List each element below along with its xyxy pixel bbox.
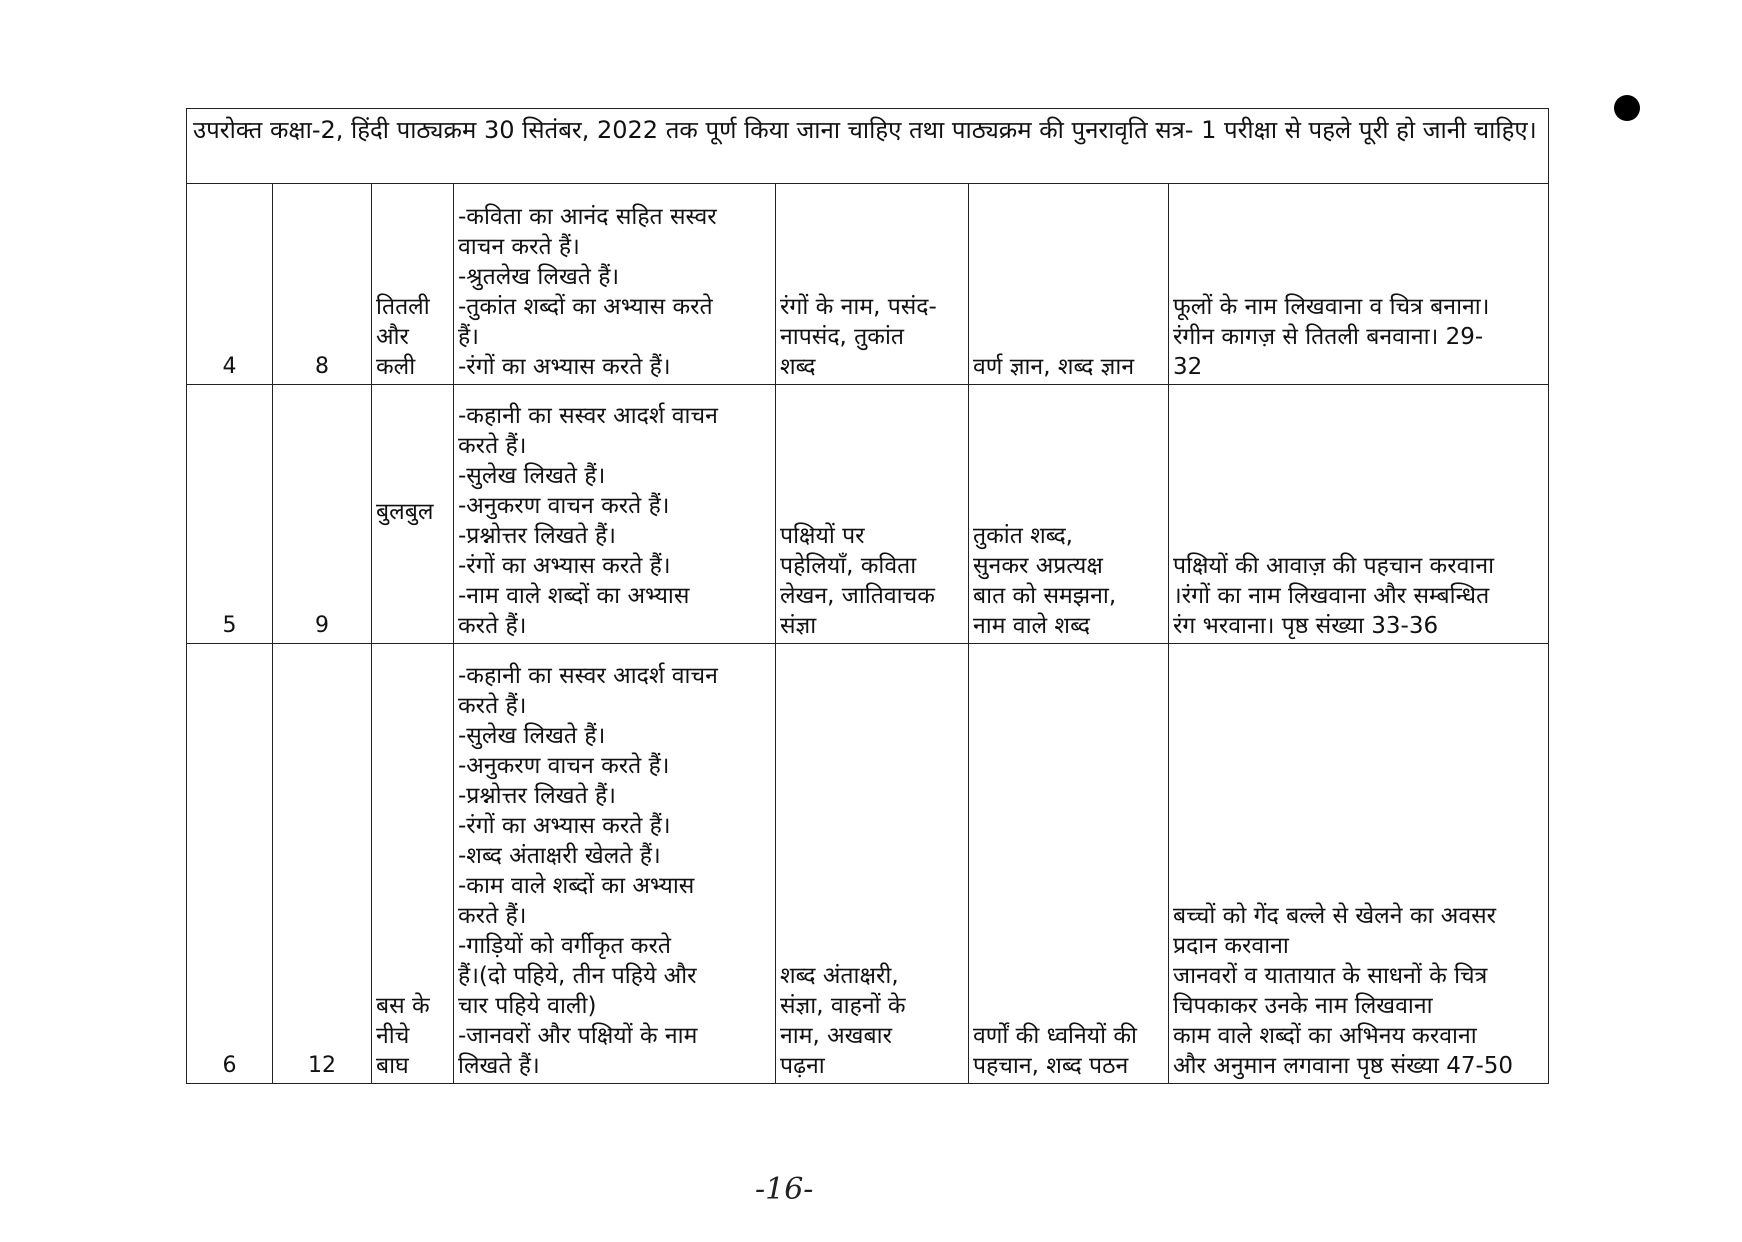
objective-line: -प्रश्नोत्तर लिखते हैं। [458, 523, 616, 549]
objective-line: -काम वाले शब्दों का अभ्यास [458, 873, 695, 899]
objective-line: लिखते हैं। [458, 1053, 540, 1079]
objective-line: -तुकांत शब्दों का अभ्यास करते [458, 294, 713, 320]
objective-line: करते हैं। [458, 693, 527, 719]
remarks-cell [1169, 385, 1549, 644]
remark-line: 32 [1173, 354, 1203, 380]
activities-cell [776, 644, 969, 1084]
skill-line: सुनकर अप्रत्यक्ष [973, 553, 1103, 579]
objective-line: करते हैं। [458, 613, 527, 639]
page-number: -16- [755, 1172, 814, 1207]
objectives-cell [454, 184, 776, 385]
remark-line: काम वाले शब्दों का अभिनय करवाना [1173, 1023, 1477, 1049]
activity-line: पक्षियों पर [780, 523, 865, 549]
remark-line: जानवरों व यातायात के साधनों के चित्र [1173, 963, 1488, 989]
table-row [187, 644, 1549, 1084]
lesson-cell [372, 184, 454, 385]
skills-cell [969, 385, 1169, 644]
lesson-line: तितली [376, 294, 430, 320]
objective-line: करते हैं। [458, 903, 527, 929]
remark-line: रंगीन कागज़ से तितली बनवाना। 29- [1173, 324, 1484, 350]
remark-line: बच्चों को गेंद बल्ले से खेलने का अवसर [1173, 903, 1497, 929]
objective-line: हैं।(दो पहिये, तीन पहिये और [458, 963, 697, 989]
activity-line: पढ़ना [780, 1053, 825, 1079]
lesson-line: और [376, 324, 409, 350]
skill-line: पहचान, शब्द पठन [973, 1053, 1129, 1079]
activity-line: शब्द [780, 354, 816, 380]
remark-line: फूलों के नाम लिखवाना व चित्र बनाना। [1173, 294, 1490, 320]
activity-line: नाम, अखबार [780, 1023, 892, 1049]
table-row [187, 184, 1549, 385]
objective-line: -प्रश्नोत्तर लिखते हैं। [458, 783, 616, 809]
activity-line: संज्ञा, वाहनों के [780, 993, 906, 1019]
objective-line: -जानवरों और पक्षियों के नाम [458, 1023, 698, 1049]
objective-line: -सुलेख लिखते हैं। [458, 723, 606, 749]
lesson-line: बुलबुल [376, 499, 434, 525]
activity-line: संज्ञा [780, 613, 817, 639]
objective-line: -कहानी का सस्वर आदर्श वाचन [458, 403, 718, 429]
remarks-cell [1169, 644, 1549, 1084]
remark-line: ।रंगों का नाम लिखवाना और सम्बन्धित [1173, 583, 1490, 609]
serial-cell: 5 [187, 385, 273, 644]
activity-line: लेखन, जातिवाचक [780, 583, 935, 609]
objective-line: -सुलेख लिखते हैं। [458, 463, 606, 489]
skill-line: वर्ण ज्ञान, शब्द ज्ञान [973, 354, 1135, 380]
remark-line: और अनुमान लगवाना पृष्ठ संख्या 47-50 [1173, 1053, 1514, 1079]
skills-cell [969, 184, 1169, 385]
week-cell: 12 [273, 644, 372, 1084]
remarks-cell [1169, 184, 1549, 385]
objective-line: -शब्द अंताक्षरी खेलते हैं। [458, 843, 661, 869]
lesson-line: बाघ [376, 1053, 409, 1079]
objective-line: -रंगों का अभ्यास करते हैं। [458, 354, 671, 380]
table-row [187, 385, 1549, 644]
objective-line: -अनुकरण वाचन करते हैं। [458, 753, 670, 779]
skill-line: बात को समझना, [973, 583, 1117, 609]
objective-line: चार पहिये वाली) [458, 993, 597, 1019]
remark-line: रंग भरवाना। पृष्ठ संख्या 33-36 [1173, 613, 1439, 639]
objective-line: -गाड़ियों को वर्गीकृत करते [458, 933, 671, 959]
punch-hole-dot [1614, 95, 1640, 121]
objectives-cell [454, 644, 776, 1084]
skill-line: वर्णों की ध्वनियों की [973, 1023, 1138, 1049]
activity-line: नापसंद, तुकांत [780, 324, 905, 350]
activities-cell [776, 385, 969, 644]
objective-line: -रंगों का अभ्यास करते हैं। [458, 553, 671, 579]
objective-line: -श्रुतलेख लिखते हैं। [458, 264, 620, 290]
lesson-line: बस के [376, 993, 430, 1019]
lesson-cell [372, 644, 454, 1084]
objective-line: -कविता का आनंद सहित सस्वर [458, 204, 717, 230]
objective-line: करते हैं। [458, 433, 527, 459]
activity-line: पहेलियाँ, कविता [780, 553, 917, 579]
objective-line: -नाम वाले शब्दों का अभ्यास [458, 583, 690, 609]
objective-line: -कहानी का सस्वर आदर्श वाचन [458, 663, 718, 689]
week-cell: 9 [273, 385, 372, 644]
activity-line: रंगों के नाम, पसंद- [780, 294, 937, 320]
objectives-cell [454, 385, 776, 644]
remark-line: प्रदान करवाना [1173, 933, 1289, 959]
serial-cell: 4 [187, 184, 273, 385]
objective-line: -अनुकरण वाचन करते हैं। [458, 493, 670, 519]
skills-cell [969, 644, 1169, 1084]
skill-line: नाम वाले शब्द [973, 613, 1090, 639]
objective-line: हैं। [458, 324, 479, 350]
activity-line: शब्द अंताक्षरी, [780, 963, 899, 989]
header-note: उपरोक्त कक्षा-2, हिंदी पाठ्यक्रम 30 सितंबर, 2022 तक पूर्ण किया जाना चाहिए तथा पाठ्यक्रम की पुनरावृति सत्र- 1 परीक्षा से पहले पूरी हो जानी चाहिए। [187, 109, 1549, 184]
lesson-line: कली [376, 354, 416, 380]
skill-line: तुकांत शब्द, [973, 523, 1073, 549]
lesson-cell [372, 385, 454, 644]
remark-line: चिपकाकर उनके नाम लिखवाना [1173, 993, 1433, 1019]
remark-line: पक्षियों की आवाज़ की पहचान करवाना [1173, 553, 1495, 579]
week-cell: 8 [273, 184, 372, 385]
syllabus-table [186, 108, 1549, 1084]
objective-line: वाचन करते हैं। [458, 234, 580, 260]
serial-cell: 6 [187, 644, 273, 1084]
lesson-line: नीचे [376, 1023, 410, 1049]
header-row [187, 109, 1549, 184]
activities-cell [776, 184, 969, 385]
objective-line: -रंगों का अभ्यास करते हैं। [458, 813, 671, 839]
